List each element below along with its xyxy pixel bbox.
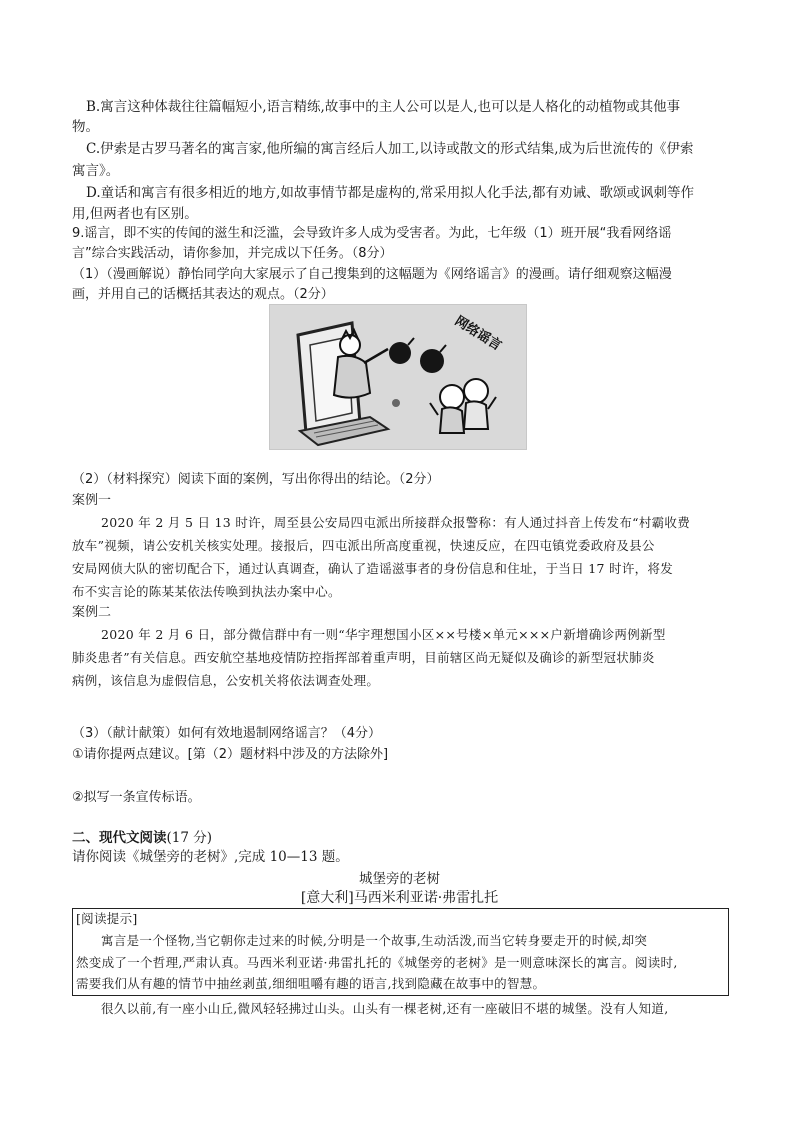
option-c-line2: 寓言》。 (72, 163, 120, 179)
case2-line2: 肺炎患者”有关信息。西安航空基地疫情防控指挥部着重声明，目前辖区尚无疑似及确诊的新型冠状肺炎 (72, 650, 655, 665)
q9-intro-line2: 言”综合实践活动，请你参加，并完成以下任务。（8分） (72, 246, 393, 261)
reading-tip-line1: 寓言是一个怪物,当它朝你走过来的时候,分明是一个故事,生动活泼,而当它转身要走开的时候,却突 (101, 933, 648, 948)
reading-tip-line3: 需要我们从有趣的情节中抽丝剥茧,细细咀嚼有趣的语言,找到隐藏在故事中的智慧。 (76, 976, 546, 991)
story-title: 城堡旁的老树 (359, 871, 440, 887)
section2-heading (72, 829, 727, 847)
q9-part1-line1: （1）（漫画解说）静怡同学向大家展示了自己搜集到的这幅题为《网络谣言》的漫画。请仔细观察这幅漫 (72, 267, 672, 282)
case1-line4: 布不实言论的陈某某依法传唤到执法办案中心。 (72, 584, 341, 599)
story-line1: 很久以前,有一座小山丘,微风轻轻拂过山头。山头有一棵老树,还有一座破旧不堪的城堡。没有人知道, (101, 1001, 669, 1016)
reading-tip-label: [阅读提示] (76, 911, 138, 926)
option-d-line1: D.童话和寓言有很多相近的地方,如故事情节都是虚构的,常采用拟人化手法,都有劝诫、歌颂或讽刺等作 (86, 185, 695, 201)
case1-line3: 安局网侦大队的密切配合下，通过认真调查，确认了造谣滋事者的身份信息和住址，于当日 17 时许，将发 (72, 561, 674, 576)
option-c-line1: C.伊索是古罗马著名的寓言家,他所编的寓言经后人加工,以诗或散文的形式结集,成为后世流传的《伊索 (86, 141, 694, 157)
section2-heading-score: (17 分) (166, 830, 213, 846)
q9-part3-b: ②拟写一条宣传标语。 (72, 790, 201, 805)
option-b-line2: 物。 (72, 119, 99, 135)
q9-part3: （3）（献计献策）如何有效地遏制网络谣言？（4分） (72, 726, 382, 741)
story-author: [意大利]马西米利亚诺·弗雷扎托 (300, 890, 499, 906)
cartoon-drawing (270, 305, 526, 449)
q9-part1-line2: 画，并用自己的话概括其表达的观点。（2分） (72, 287, 334, 302)
reading-tip-line2: 然变成了一个哲理,严肃认真。马西米利亚诺·弗雷扎托的《城堡旁的老树》是一则意味深长的寓言。阅读时, (76, 955, 678, 970)
case1-label: 案例一 (72, 493, 112, 508)
cartoon-caption: 网络谣言 (451, 313, 504, 354)
section2-heading-text: 二、现代文阅读 (72, 830, 167, 846)
case2-label: 案例二 (72, 605, 112, 620)
q9-intro-line1: 9.谣言，即不实的传闻的滋生和泛滥，会导致许多人成为受害者。为此，七年级（1）班开展“我看网络谣 (72, 226, 672, 241)
case2-line3: 病例，该信息为虚假信息，公安机关将依法调查处理。 (72, 673, 380, 688)
cartoon-image (269, 304, 527, 450)
section2-instruction: 请你阅读《城堡旁的老树》,完成 10—13 题。 (72, 849, 349, 865)
option-b-line1: B.寓言这种体裁往往篇幅短小,语言精练,故事中的主人公可以是人,也可以是人格化的动植物或其他事 (86, 99, 681, 115)
case1-line1: 2020 年 2 月 5 日 13 时许，周至县公安局四屯派出所接群众报警称：有人通过抖音上传发布“村霸收费 (101, 515, 691, 530)
option-d-line2: 用,但两者也有区别。 (72, 206, 198, 222)
q9-part2: （2）（材料探究）阅读下面的案例，写出你得出的结论。（2分） (72, 472, 440, 487)
case1-line2: 放车”视频，请公安机关核实处理。接报后，四屯派出所高度重视，快速反应，在四屯镇党委政府及县公 (72, 538, 655, 553)
q9-part3-a: ①请你提两点建议。[第（2）题材料中涉及的方法除外] (72, 747, 389, 762)
case2-line1: 2020 年 2 月 6 日，部分微信群中有一则“华宇理想国小区××号楼×单元×××户新增确诊两例新型 (101, 627, 666, 642)
